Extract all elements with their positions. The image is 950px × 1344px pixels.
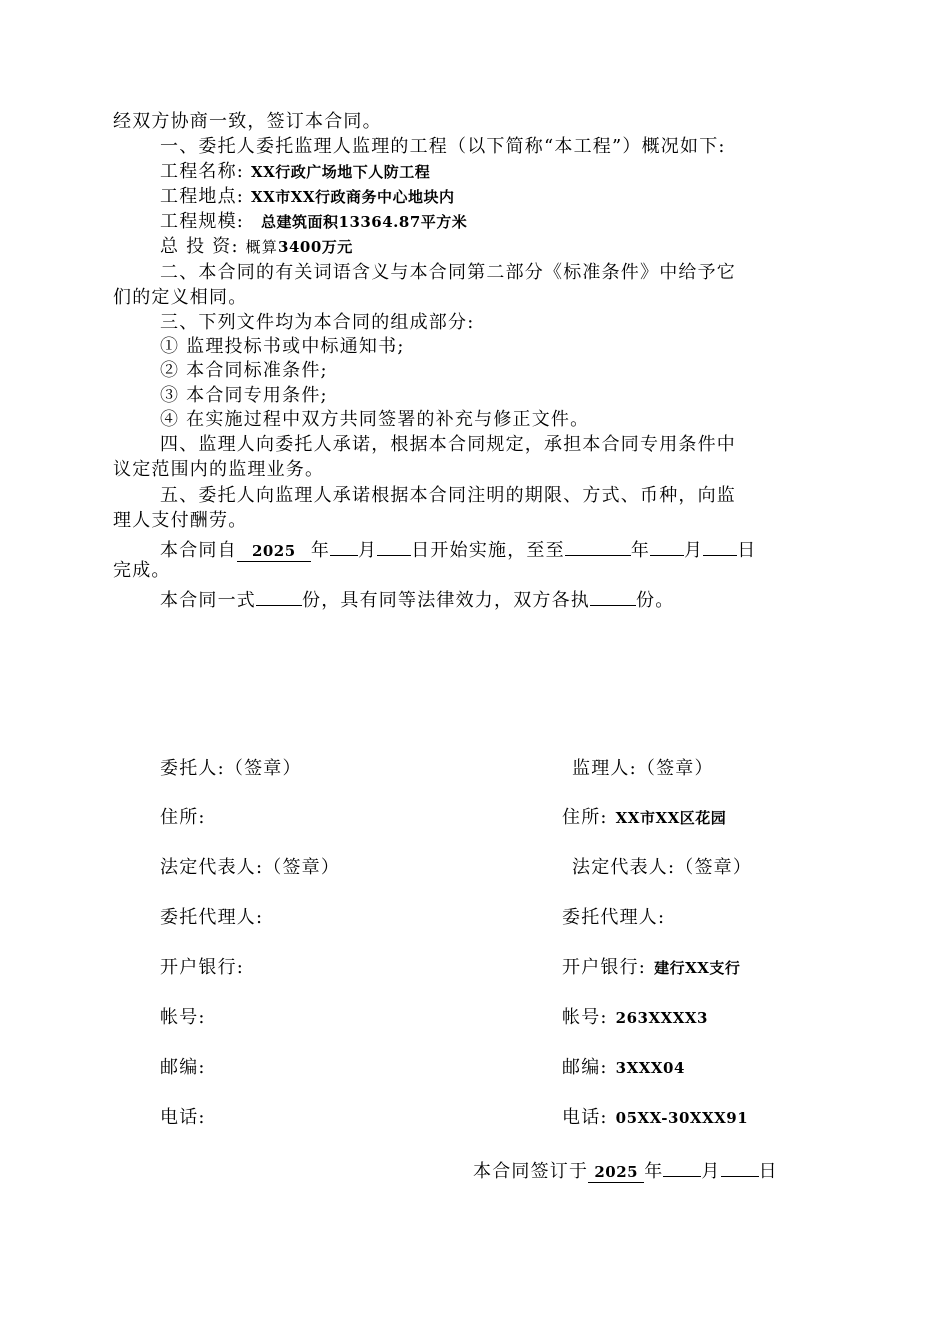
supervisor-phone-row — [562, 1106, 748, 1130]
supervisor-title: 监理人:（签章） — [572, 758, 714, 779]
document-item-4: ④ 在实施过程中双方共同签署的补充与修正文件。 — [160, 409, 590, 430]
copies-text-end: 份。 — [636, 590, 675, 611]
term-end-month-blank — [650, 534, 684, 556]
supervisor-address-label: 住所: — [562, 807, 608, 828]
client-phone: 电话: — [160, 1107, 206, 1128]
term-end-year-blank — [565, 534, 631, 556]
signing-date-label: 本合同签订于 — [473, 1161, 589, 1182]
client-title: 委托人:（签章） — [160, 758, 302, 779]
copies-text-start: 本合同一式 — [160, 590, 256, 611]
supervisor-account-label: 帐号: — [562, 1007, 608, 1028]
project-scale-value: 总建筑面积13364.87平方米 — [261, 213, 468, 231]
term-start-year: 2025 — [237, 540, 311, 562]
term-text-mid: 日开始实施，至至 — [411, 540, 565, 561]
client-bank: 开户银行: — [160, 957, 245, 978]
client-agent: 委托代理人: — [160, 907, 264, 928]
term-start-day-blank — [377, 534, 411, 556]
investment-label: 总 投 资: — [160, 236, 239, 257]
clause-4: 四、监理人向委托人承诺，根据本合同规定，承担本合同专用条件中 — [160, 434, 736, 455]
supervisor-postcode-row — [562, 1056, 685, 1080]
supervisor-postcode-value: 3XXX04 — [615, 1059, 685, 1077]
term-year-unit: 年 — [310, 540, 331, 561]
supervisor-phone-label: 电话: — [562, 1107, 608, 1128]
project-scale-label: 工程规模: — [160, 211, 245, 232]
project-site-label: 工程地点: — [160, 186, 245, 207]
supervisor-legal-rep: 法定代表人:（签章） — [572, 857, 753, 878]
term-end-month-unit: 月 — [684, 540, 704, 561]
investment-prefix: 概算 — [245, 238, 279, 256]
signing-date-row — [473, 1155, 778, 1184]
supervisor-bank-label: 开户银行: — [562, 957, 647, 978]
project-name-label: 工程名称: — [160, 161, 245, 182]
project-scale-row — [160, 210, 467, 234]
term-end-year-unit: 年 — [630, 540, 651, 561]
supervisor-bank-row — [562, 956, 740, 980]
client-legal-rep: 法定代表人:（签章） — [160, 857, 341, 878]
signing-month-unit: 月 — [701, 1161, 721, 1182]
term-complete: 完成。 — [113, 560, 171, 581]
supervisor-agent: 委托代理人: — [562, 907, 666, 928]
term-end-day-unit: 日 — [737, 540, 757, 561]
signing-day-blank — [721, 1155, 759, 1177]
term-start-month-blank — [330, 534, 358, 556]
term-text-start: 本合同自 — [160, 540, 237, 561]
signing-month-blank — [663, 1155, 701, 1177]
term-end-day-blank — [703, 534, 737, 556]
copies-row — [160, 584, 674, 613]
supervisor-account-row — [562, 1006, 708, 1030]
clause-5: 五、委托人向监理人承诺根据本合同注明的期限、方式、币种，向监 — [160, 485, 736, 506]
clause-5-cont: 理人支付酬劳。 — [113, 510, 248, 531]
project-name-row — [160, 160, 430, 184]
document-item-2: ② 本合同标准条件; — [160, 360, 328, 381]
supervisor-address-value: XX市XX区花园 — [615, 809, 727, 827]
project-site-value: XX市XX行政商务中心地块内 — [251, 188, 455, 206]
supervisor-bank-value: 建行XX支行 — [654, 959, 741, 977]
project-site-row — [160, 185, 455, 209]
investment-value: 3400万元 — [278, 238, 353, 256]
client-address: 住所: — [160, 807, 206, 828]
supervisor-postcode-label: 邮编: — [562, 1057, 608, 1078]
clause-1: 一、委托人委托监理人监理的工程（以下简称“本工程”）概况如下: — [160, 136, 726, 157]
investment-row — [160, 235, 353, 259]
client-postcode: 邮编: — [160, 1057, 206, 1078]
clause-2: 二、本合同的有关词语含义与本合同第二部分《标准条件》中给予它 — [160, 262, 736, 283]
document-item-1: ① 监理投标书或中标通知书; — [160, 336, 405, 357]
copies-text-mid: 份，具有同等法律效力，双方各执 — [302, 590, 590, 611]
signing-year-unit: 年 — [644, 1161, 664, 1182]
agreement-line: 经双方协商一致，签订本合同。 — [113, 111, 382, 132]
supervisor-phone-value: 05XX-30XXX91 — [615, 1109, 749, 1127]
copies-total-blank — [256, 584, 302, 606]
clause-4-cont: 议定范围内的监理业务。 — [113, 459, 325, 480]
clause-3: 三、下列文件均为本合同的组成部分: — [160, 312, 475, 333]
term-row — [160, 534, 756, 563]
project-name-value: XX行政广场地下人防工程 — [251, 163, 431, 181]
supervisor-account-value: 263XXXX3 — [615, 1009, 708, 1027]
supervisor-address-row — [562, 806, 726, 830]
document-item-3: ③ 本合同专用条件; — [160, 385, 328, 406]
signing-day-unit: 日 — [758, 1161, 778, 1182]
client-account: 帐号: — [160, 1007, 206, 1028]
term-month-unit: 月 — [358, 540, 378, 561]
copies-each-blank — [590, 584, 636, 606]
clause-2-cont: 们的定义相同。 — [113, 287, 248, 308]
signing-year: 2025 — [588, 1161, 644, 1183]
